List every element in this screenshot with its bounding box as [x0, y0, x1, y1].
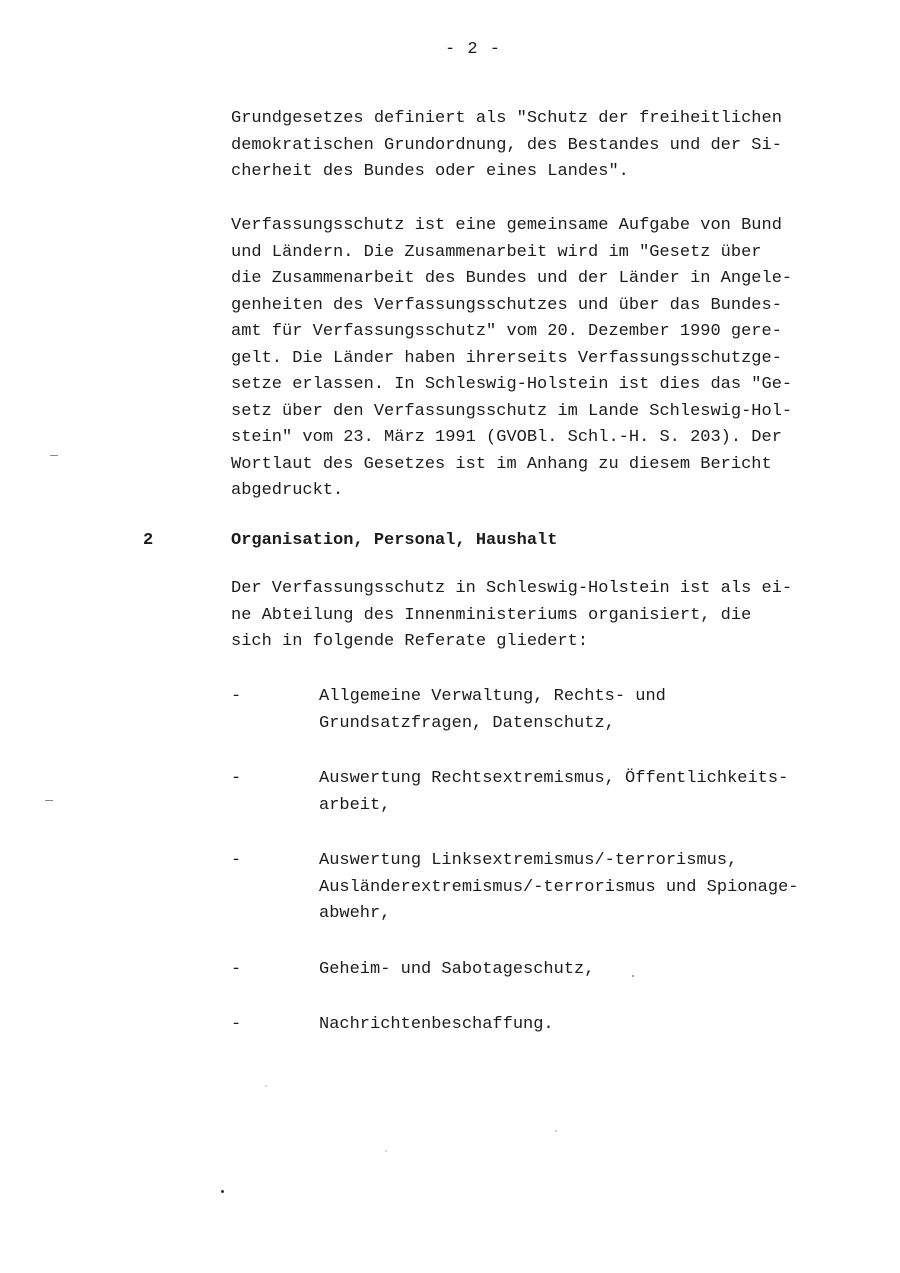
paragraph-verfassungsschutz-aufgabe: Verfassungsschutz ist eine gemeinsame Aufgabe von Bund und Ländern. Die Zusammenarbeit wird im "Gesetz über die Zusammenarbeit des Bundes und der Länder in Angele- genheiten des Verfassungsschutzes und über das Bundes- amt für Verfassungsschutz" vom 20. Dezember 1990 gere- gelt. Die Länder haben ihrerseits Verfassungsschutzge- setze erlassen. In Schleswig-Holstein ist dies das "Ge- setz über den Verfassungsschutz im Lande Schleswig-Hol- stein" vom 23. März 1991 (GVOBl. Schl.-H. S. 203). Der Wortlaut des Gesetzes ist im Anhang zu diesem Bericht abgedruckt. [231, 216, 793, 500]
scan-dot [265, 1085, 267, 1087]
bullet-dash: - [231, 960, 242, 979]
bullet-dash: - [231, 851, 242, 870]
list-item-text: Auswertung Linksextremismus/-terrorismus, Ausländerextremismus/-terrorismus und Spionage- abwehr, [319, 851, 799, 923]
list-item-text: Nachrichtenbeschaffung. [319, 1015, 554, 1034]
scan-dot [555, 1130, 557, 1132]
page-number: - 2 - [445, 40, 502, 59]
list-item-text: Geheim- und Sabotageschutz, [319, 960, 595, 979]
section-number: 2 [143, 531, 154, 550]
list-item-text: Allgemeine Verwaltung, Rechts- und Grundsatzfragen, Datenschutz, [319, 687, 666, 733]
paragraph-grundgesetz-definition: Grundgesetzes definiert als "Schutz der freiheitlichen demokratischen Grundordnung, des Bestandes und der Si- cherheit des Bundes oder eines Landes". [231, 109, 782, 181]
bullet-dash: - [231, 1015, 242, 1034]
bullet-dash: - [231, 769, 242, 788]
scan-dot [385, 1150, 387, 1152]
bullet-dash: - [231, 687, 242, 706]
list-item-text: Auswertung Rechtsextremismus, Öffentlichkeits- arbeit, [319, 769, 789, 815]
scan-mark [45, 800, 53, 801]
paragraph-organisation: Der Verfassungsschutz in Schleswig-Holstein ist als ei- ne Abteilung des Innenministeriums organisiert, die sich in folgende Referate gliedert: [231, 579, 793, 651]
scan-dot [632, 975, 634, 977]
scan-mark [50, 455, 58, 456]
section-title: Organisation, Personal, Haushalt [231, 531, 558, 550]
scan-dot [221, 1190, 224, 1193]
